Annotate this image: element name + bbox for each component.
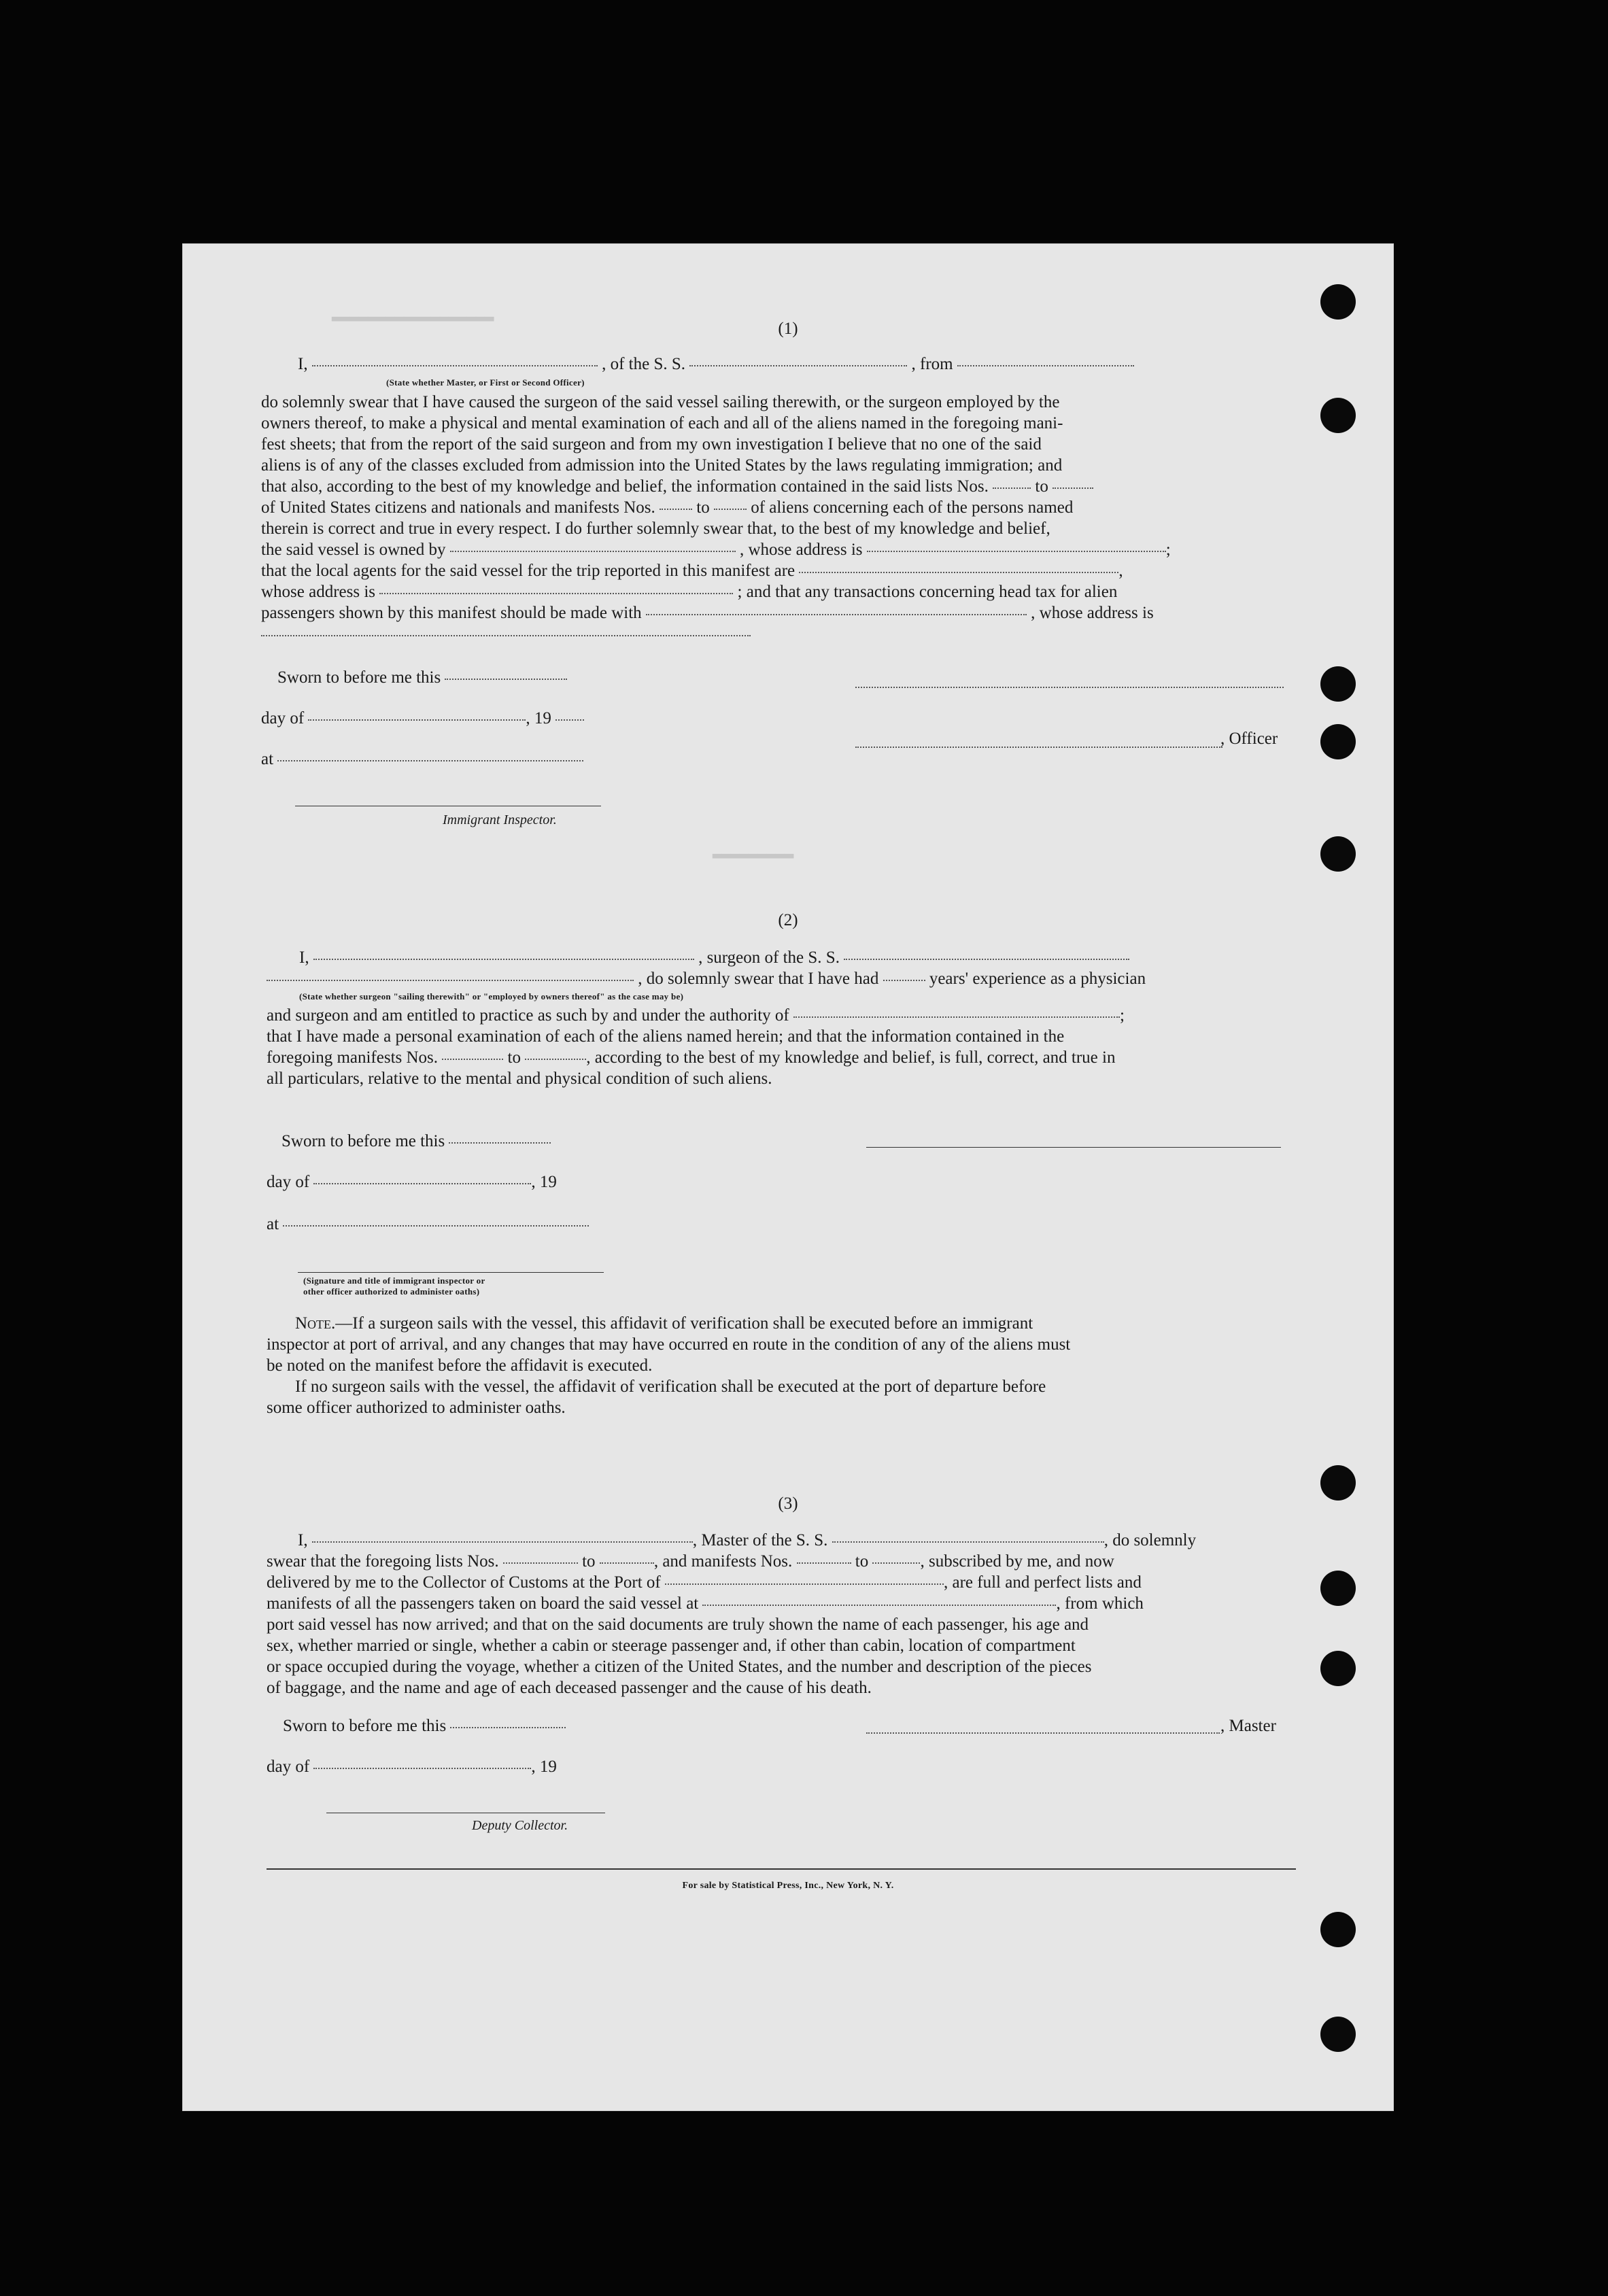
master-signature-line[interactable]	[866, 1732, 1220, 1734]
surgeon-vessel-field[interactable]	[844, 958, 1129, 960]
punch-hole	[1320, 836, 1356, 872]
punch-hole	[1320, 1571, 1356, 1606]
sworn-date-field[interactable]	[445, 678, 567, 680]
master-name-field-3[interactable]	[312, 1541, 693, 1543]
inspector-label: Immigrant Inspector.	[443, 812, 557, 827]
punch-hole	[1320, 2017, 1356, 2052]
punch-hole	[1320, 1651, 1356, 1686]
year-field[interactable]	[555, 719, 584, 721]
head-tax-address-field[interactable]	[261, 634, 751, 636]
section-2-note: (State whether surgeon "sailing therewith" or "employed by owners thereof" as the case may be)	[299, 991, 684, 1001]
master-label: , Master	[1220, 1717, 1276, 1735]
surgeon-at-field[interactable]	[283, 1224, 589, 1227]
head-tax-contact-field[interactable]	[646, 613, 1027, 615]
surgeon-day-field[interactable]	[313, 1182, 531, 1184]
footer-credit: For sale by Statistical Press, Inc., New York, N. Y.	[682, 1881, 894, 1891]
section-3-paragraph: I, , Master of the S. S. , do solemnly swear that the foregoing lists Nos. to , and manifests Nos. to , subscribed by me, and now delivered by me to the Collector of Customs at the Port of , are full and perfect lists and manifests of all the passengers taken on board the said vessel at , from which port said vessel has now arrived; and that on the said documents are truly shown the name of each passenger, his age and sex, whether married or single, whether a cabin or steerage passenger and, if other than cabin, location of compartment or space occupied during the voyage, whether a citizen of the United States, and the number and description of the pieces of baggage, and the name and age of each deceased passenger and the cause of his death.	[267, 1531, 1197, 1697]
surgeon-manifests-to-field[interactable]	[525, 1058, 586, 1060]
surgeon-sworn-field[interactable]	[449, 1142, 551, 1144]
section-1-paragraph: do solemnly swear that I have caused the surgeon of the said vessel sailing therewith, or the surgeon employed by the owners thereof, to make a physical and mental examination of each and all of the aliens named in the foregoing mani- fest sheets; that from the report of the said surgeon and from my own investigation I believe that no one of the said aliens is of any of the classes excluded from admission into the United States by the laws regulating immigration; and that also, according to the best of my knowledge and belief, the information contained in the said lists Nos. to of United States citizens and nationals and manifests Nos. to of aliens concerning each of the persons named therein is correct and true in every respect. I do further solemnly swear that, to the best of my knowledge and belief, the said vessel is owned by , whose address is ; that the local agents for the said vessel for the trip reported in this manifest are , whose address is ; and that any transactions concerning head tax for alien passengers shown by this manifest should be made with , whose address is	[261, 392, 1295, 645]
lists-to-field-3[interactable]	[600, 1562, 654, 1564]
officer-title-line[interactable]	[855, 747, 1222, 748]
lists-from-field[interactable]	[993, 487, 1031, 489]
surgeon-name-field[interactable]	[313, 958, 694, 960]
agents-address-field[interactable]	[379, 592, 733, 594]
section-1-first-line: I, , of the S. S. , from	[298, 354, 1284, 375]
owner-field[interactable]	[450, 550, 736, 552]
at-label: at	[261, 750, 274, 768]
manifests-to-field[interactable]	[714, 508, 747, 510]
deputy-collector-label: Deputy Collector.	[472, 1818, 568, 1833]
lists-to-field[interactable]	[1053, 487, 1093, 489]
day-of-label: day of	[261, 709, 305, 727]
signature-note-1: (Signature and title of immigrant inspector or	[303, 1275, 485, 1286]
vessel-name-field-3[interactable]	[832, 1541, 1104, 1543]
punch-hole	[1320, 1465, 1356, 1501]
footer-rule	[267, 1868, 1296, 1870]
punch-hole	[1320, 398, 1356, 433]
years-experience-field[interactable]	[883, 979, 925, 981]
master-sworn-field[interactable]	[450, 1726, 566, 1728]
section-1-note: (State whether Master, or First or Second Officer)	[386, 377, 585, 388]
authority-field[interactable]	[793, 1016, 1120, 1018]
punch-hole	[1320, 666, 1356, 702]
master-day-field[interactable]	[313, 1767, 531, 1769]
surgeon-manifests-from-field[interactable]	[442, 1058, 503, 1060]
master-name-field[interactable]	[312, 364, 598, 366]
section-3-number: (3)	[778, 1494, 798, 1513]
manifests-from-field[interactable]	[660, 508, 692, 510]
boarding-port-field[interactable]	[702, 1604, 1056, 1606]
punch-hole	[1320, 724, 1356, 759]
bleed-through-text: ▂▂▂▂▂▂▂▂▂	[713, 842, 794, 859]
manifests-to-field-3[interactable]	[872, 1562, 920, 1564]
lists-from-field-3[interactable]	[503, 1562, 578, 1564]
signature-note-2: other officer authorized to administer oaths)	[303, 1286, 480, 1297]
officer-signature-line[interactable]	[855, 687, 1284, 688]
punch-hole	[1320, 1912, 1356, 1947]
officer-label: , Officer	[1220, 730, 1278, 748]
port-field[interactable]	[665, 1583, 944, 1585]
surgeon-status-field[interactable]	[267, 979, 634, 981]
owner-address-field[interactable]	[867, 550, 1166, 552]
surgeon-signature-line[interactable]	[866, 1147, 1281, 1148]
i-label: I,	[298, 355, 308, 373]
section-2-paragraph: and surgeon and am entitled to practice as such by and under the authority of ; that I have made a personal examination of each of the aliens named herein; and that the information contained in the foregoing manifests Nos. to , according to the best of my knowledge and belief, is full, correct, and true in all particulars, relative to the mental and physical condition of such aliens.	[267, 1006, 1125, 1088]
sworn-label: Sworn to before me this	[277, 668, 441, 687]
section-1-number: (1)	[778, 320, 798, 338]
manifests-from-field-3[interactable]	[797, 1562, 851, 1564]
administering-officer-line[interactable]	[298, 1272, 604, 1273]
bleed-through-text: ▂▂▂▂▂▂▂▂▂▂▂▂▂▂▂▂▂▂	[332, 305, 494, 322]
vessel-name-field[interactable]	[689, 364, 907, 366]
punch-hole	[1320, 284, 1356, 320]
local-agents-field[interactable]	[799, 571, 1118, 573]
section-2-number: (2)	[778, 911, 798, 929]
manifest-verification-page: ▂▂▂▂▂▂▂▂▂▂▂▂▂▂▂▂▂▂ ▂▂▂▂▂▂▂▂▂ (1) I, , of the S. S. , from (State whether Master, or First or Second Officer) do solemnly swear that I have caused the surgeon of the said vessel sailing therewith, or the surgeon employed by the owners thereof, to make a physical and mental examination of each and all of the aliens named in the foregoing mani- fest sheets; that from the report of the said surgeon and from my own investigation I believe that no one of the said aliens is of any of the classes excluded from admission into the United States by the laws regulating immigration; and that also, according to the best of my knowledge and belief, the information contained in the said lists Nos. to of United States citizens and nationals and manifests Nos. to of aliens concerning each of the persons named therein is correct and true in every respect. I do further solemnly swear that, to the best of my knowledge and belief, the said vessel is owned by , whose address is ; that the local agents for the said vessel for the trip reported in this manifest are , whose address is ; and that any transactions concerning head tax for alien passengers shown by this manifest should be made with , whose address is Sworn to before me this day of , 19 at Immigrant Inspector. , Officer (2) I, , surgeon of the S. S. , do solemnly swear that I have had years' experience as a physician (State whether surgeon "sailing therewith" or "employed by owners thereof" as the case may be) and surgeon and am entitled to practice as such by and under the authority of ; that I have made a personal examination of each of the aliens named herein; and that the information contained in the foregoing manifests Nos. to , according to the best of my knowledge and belief, is full, correct, and true in all particulars, relative to the mental and physical condition of such aliens. Sworn to before me this day of , 19 at (Signature and title of immigrant inspector or other officer authorized to administer oaths) Note.—If a surgeon sails with the vessel, this affidavit of verification shall be executed before an immigrant inspector at port of arrival, and any changes that may have occurred en route in the condition of any of the aliens must be noted on the manifest before the affidavit is executed. If no surgeon sails with the vessel, the affidavit of verification shall be executed at the port of departure before some officer authorized to administer oaths. (3) I, , Master of the S. S. , do solemnly swear that the foregoing lists Nos. to , and manifests Nos. to , subscribed by me, and now delivered by me to the Collector of Customs at the Port of , are full and perfect lists and manifests of all the passengers taken on board the said vessel at , from which port said vessel has now arrived; and that on the said documents are truly shown the name of each passenger, his age and sex, whether married or single, whether a cabin or steerage passenger and, if other than cabin, location of compartment or space occupied during the voyage, whether a citizen of the United States, and the number and description of the pieces of baggage, and the name and age of each deceased passenger and the cause of his death. Sworn to before me this , Master day of , 19 Deputy Collector. For sale by Statistical Press, Inc., New York, N. Y.	[182, 243, 1394, 2111]
at-place-field[interactable]	[277, 759, 583, 761]
from-port-field[interactable]	[957, 364, 1134, 366]
note-paragraph: Note.—If a surgeon sails with the vessel, this affidavit of verification shall be executed before an immigrant inspector at port of arrival, and any changes that may have occurred en route in the condition of any of the aliens must be noted on the manifest before the affidavit is executed. If no surgeon sails with the vessel, the affidavit of verification shall be executed at the port of departure before some officer authorized to administer oaths.	[267, 1314, 1071, 1417]
day-of-field[interactable]	[308, 719, 526, 721]
